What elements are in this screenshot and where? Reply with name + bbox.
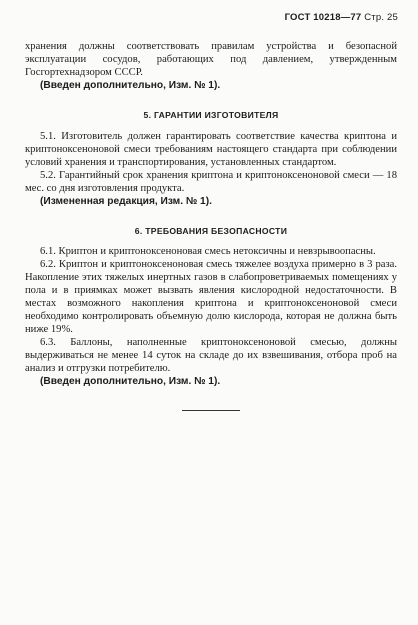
page-header	[285, 12, 398, 23]
intro-paragraph: хранения должны соответствовать правилам устройства и безопасной эксплуатации сосудов, работающих под давлением, утвержденным Госгортехнадзором СССР.	[25, 41, 397, 78]
section-5-title: 5. ГАРАНТИИ ИЗГОТОВИТЕЛЯ	[143, 110, 279, 120]
document-body	[25, 40, 397, 411]
clause-5-1: 5.1. Изготовитель должен гарантировать соответствие качества криптона и криптоноксеноновой смеси требованиям настоящего стандарта при соблюдении условий хранения и транспортирования, установленных стандартом.	[25, 131, 397, 168]
section-5-amendment-note: (Измененная редакция, Изм. № 1).	[40, 196, 212, 207]
standard-number: ГОСТ 10218—77	[284, 12, 362, 23]
clause-6-1: 6.1. Криптон и криптоноксеноновая смесь нетоксичны и невзрывоопасны.	[40, 246, 376, 257]
intro-amendment-note: (Введен дополнительно, Изм. № 1).	[40, 80, 221, 91]
clause-6-3: 6.3. Баллоны, наполненные криптоноксеноновой смесью, должны выдерживаться не менее 14 суток на складе до их взвешивания, отбора проб на анализ и отгрузки потребителю.	[25, 337, 397, 374]
end-rule	[182, 410, 240, 411]
section-6-amendment-note: (Введен дополнительно, Изм. № 1).	[40, 376, 221, 387]
clause-5-2: 5.2. Гарантийный срок хранения криптона и криптоноксеноновой смеси — 18 мес. со дня изготовления продукта.	[25, 170, 397, 194]
section-6-title: 6. ТРЕБОВАНИЯ БЕЗОПАСНОСТИ	[134, 226, 288, 236]
clause-6-2: 6.2. Криптон и криптоноксеноновая смесь тяжелее воздуха примерно в 3 раза. Накопление этих тяжелых инертных газов в слабопроветриваемых помещениях у пола и в приямках может вызвать явления кислородной недостаточности. В местах возможного накопления криптона и криптоноксеноновой смеси необходимо контролировать объемную долю кислорода, которая не должна быть ниже 19%.	[25, 259, 397, 335]
page-number: Стр. 25	[364, 12, 398, 23]
